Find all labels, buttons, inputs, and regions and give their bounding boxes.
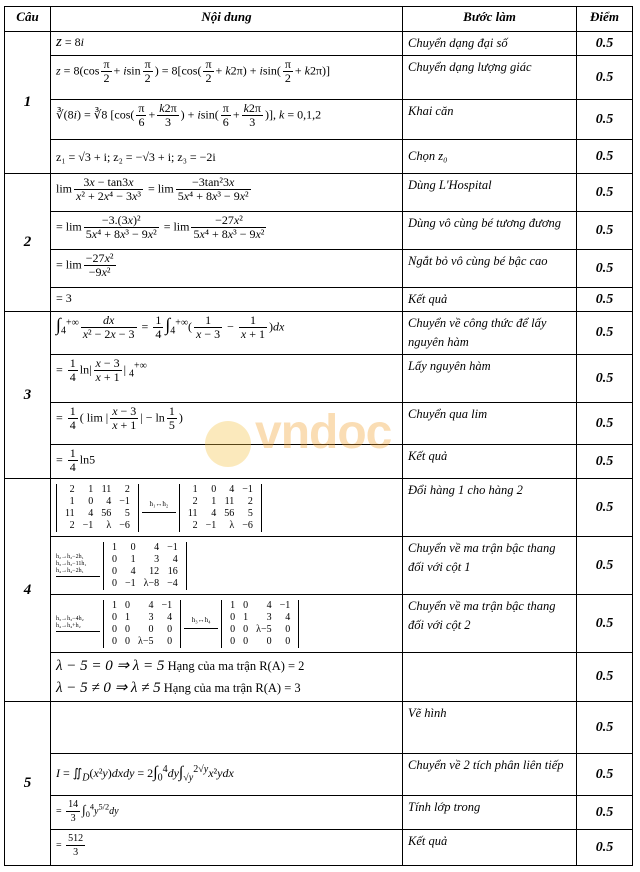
matrix-cell: 0 (125, 623, 130, 635)
matrix-cell: 2 (192, 519, 198, 531)
matrix-cell: 11 (187, 507, 198, 519)
step-cell: Khai căn (403, 100, 577, 140)
matrix-cell: 11 (101, 483, 112, 495)
matrix-cell: 1 (243, 611, 249, 623)
row-operations: h₂→h₂−2h₁ h₃→h₃−11h₁ h₄→h₄−2h₁ (56, 554, 100, 577)
step-cell: Chuyển về ma trận bậc thang đối với cột 1 (403, 537, 577, 595)
matrix-row (108, 624, 176, 636)
step-cell: Chuyển qua lim (403, 403, 577, 445)
matrix-cell: 2 (124, 483, 130, 495)
matrix-cell: 1 (112, 599, 117, 611)
matrix-cell: 1 (112, 541, 117, 553)
points-cell: 0.5 (577, 100, 633, 140)
points-cell: 0.5 (577, 830, 633, 866)
rank-condition: λ − 5 ≠ 0 ⇒ λ ≠ 5 (56, 680, 161, 696)
matrix-cell: 4 (266, 599, 272, 611)
matrix-cell: 1 (69, 495, 75, 507)
matrix-cell: 3 (148, 611, 154, 623)
content-cell: z₁ = √3 + i; z₂ = −√3 + i; z₃ = −2i (51, 140, 403, 174)
matrix-row (184, 496, 257, 508)
table-row (5, 56, 633, 100)
matrix-cell: 1 (230, 599, 236, 611)
matrix-cell: λ (229, 519, 235, 531)
matrix-cell: 0 (112, 577, 117, 589)
points-cell: 0.5 (577, 796, 633, 830)
question-number: 3 (5, 312, 51, 479)
matrix-cell: −4 (167, 577, 178, 589)
matrix-cell: 4 (167, 611, 173, 623)
content-cell: $I = ∬_D(x^2y)dxdy = 2\int_0^4dy\int_{√y}^{2√y}x^2ydx$ (51, 754, 403, 796)
matrix-cell: 11 (65, 507, 75, 519)
points-cell: 0.5 (577, 174, 633, 212)
step-cell: Chuyển dạng đại số (403, 32, 577, 56)
matrix-cell: 1 (211, 495, 217, 507)
matrix-row (61, 484, 134, 496)
step-cell: Ngắt bỏ vô cùng bé bậc cao (403, 250, 577, 288)
watermark-logo (205, 405, 391, 467)
matrix-cell: 5 (124, 507, 130, 519)
question-number: 5 (5, 702, 51, 866)
matrix-cell: −1 (242, 483, 253, 495)
matrix-row (108, 636, 176, 648)
matrix-row (226, 600, 294, 612)
points-cell: 0.5 (577, 140, 633, 174)
table-row (5, 100, 633, 140)
matrix-cell: 0 (211, 483, 217, 495)
table-row (5, 653, 633, 702)
table-row (5, 355, 633, 403)
matrix-cell: 0 (285, 635, 291, 647)
content-cell: = $\frac{512}{3}$ (51, 830, 403, 866)
step-cell: Kết quả (403, 830, 577, 866)
matrix-cell: 2 (69, 483, 75, 495)
matrix-cell: 0 (243, 599, 249, 611)
step-cell: Dùng vô cùng bé tương đương (403, 212, 577, 250)
matrix-cell: 3 (266, 611, 272, 623)
matrix-grid (184, 484, 257, 532)
table-row (5, 250, 633, 288)
matrix-cell: −1 (125, 577, 136, 589)
points-cell: 0.5 (577, 754, 633, 796)
content-cell: $\int_4^{+\infty}$ $\frac{dx}{\text{x² − 2x − 3}}$ = $\frac{1}{4}$ $\int_4^{+\infty}$( $\frac{1}{x - 3}$ − $\frac{1}{x + 1}$ )dx (51, 312, 403, 355)
matrix-cell: 0 (266, 635, 272, 647)
matrix-cell: 4 (211, 507, 217, 519)
table-row (5, 595, 633, 653)
matrix-grid (108, 542, 182, 590)
matrix-cell: 0 (125, 599, 130, 611)
matrix-cell: 0 (167, 623, 173, 635)
matrix-cell: 56 (224, 507, 235, 519)
content-cell (51, 595, 403, 653)
step-cell: Dùng L'Hospital (403, 174, 577, 212)
matrix-row (108, 600, 176, 612)
matrix-cell: −1 (279, 599, 291, 611)
content-cell: = 3 (51, 288, 403, 312)
matrix-cell: 1 (125, 611, 130, 623)
points-cell: 0.5 (577, 250, 633, 288)
matrix-cell: 4 (130, 565, 136, 577)
matrix (56, 484, 139, 532)
matrix-cell: 4 (154, 541, 160, 553)
points-cell: 0.5 (577, 537, 633, 595)
content-cell: = $\frac{14}{3}$ $\int_0^4y^{5/2}dy$ (51, 796, 403, 830)
step-cell: Lấy nguyên hàm (403, 355, 577, 403)
matrix-cell: λ−8 (143, 577, 160, 589)
points-cell: 0.5 (577, 312, 633, 355)
points-cell: 0.5 (577, 56, 633, 100)
matrix-cell: −6 (242, 519, 253, 531)
points-cell: 0.5 (577, 32, 633, 56)
step-cell: Đổi hàng 1 cho hàng 2 (403, 479, 577, 537)
matrix-cell: 3 (154, 553, 160, 565)
matrix-cell: 0 (243, 635, 249, 647)
step-cell (403, 653, 577, 702)
table-row (5, 702, 633, 754)
step-cell: Vẽ hình (403, 702, 577, 754)
header-steps: Bước làm (403, 7, 577, 32)
matrix-row (108, 542, 182, 554)
table-row (5, 140, 633, 174)
step-cell: Chuyển về công thức để lấy nguyên hàm (403, 312, 577, 355)
matrix-cell: 1 (192, 483, 198, 495)
table-row (5, 312, 633, 355)
step-cell: Chuyển về ma trận bậc thang đối với cột 2 (403, 595, 577, 653)
content-cell: z = 8i (51, 32, 403, 56)
matrix-cell: 0 (230, 635, 236, 647)
table-row (5, 174, 633, 212)
content-cell (51, 653, 403, 702)
matrix-grid (108, 600, 176, 648)
rank-condition: λ − 5 = 0 ⇒ λ = 5 (56, 658, 165, 674)
matrix-cell: 4 (88, 507, 94, 519)
row-operation-arrow: h₃↔h₄ (184, 616, 218, 631)
chick-icon (205, 421, 251, 467)
matrix-cell: 1 (130, 553, 136, 565)
matrix-cell: −1 (119, 495, 130, 507)
content-cell (51, 702, 403, 754)
matrix-cell: λ−5 (138, 635, 154, 647)
matrix-cell: 2 (247, 495, 253, 507)
header-row (5, 7, 633, 32)
content-cell (51, 537, 403, 595)
matrix-row (184, 508, 257, 520)
points-cell: 0.5 (577, 702, 633, 754)
matrix-row (184, 520, 257, 532)
points-cell: 0.5 (577, 653, 633, 702)
matrix (179, 484, 262, 532)
matrix (221, 600, 299, 648)
question-number: 2 (5, 174, 51, 312)
content-cell (51, 479, 403, 537)
points-cell: 0.5 (577, 595, 633, 653)
question-number: 1 (5, 32, 51, 174)
header-content: Nội dung (51, 7, 403, 32)
matrix-cell: 2 (69, 519, 75, 531)
matrix-cell: 5 (247, 507, 253, 519)
rank-result: Hạng của ma trận R(A) = 3 (160, 681, 301, 695)
step-cell: Tính lớp trong (403, 796, 577, 830)
matrix-cell: 4 (106, 495, 112, 507)
rank-result: Hạng của ma trận R(A) = 2 (164, 659, 305, 673)
content-cell: = lim $\frac{\text{−27x²}}{\text{−9x²}}$ (51, 250, 403, 288)
matrix-cell: −6 (119, 519, 130, 531)
matrix-cell: 11 (224, 495, 235, 507)
matrix-row (226, 612, 294, 624)
matrix-grid (226, 600, 294, 648)
matrix-cell: 16 (167, 565, 178, 577)
matrix-cell: λ (106, 519, 112, 531)
matrix-row (61, 496, 134, 508)
content-cell: z = 8(cos $\frac{\pi}{2}$ + isin $\frac{\pi}{2}$ ) = 8[cos( $\frac{\pi}{2}$ + k2π) + isin( $\frac{\pi}{2}$ + k2π)] (51, 56, 403, 100)
matrix-cell: 0 (167, 635, 173, 647)
matrix-cell: −1 (205, 519, 217, 531)
header-question: Câu (5, 7, 51, 32)
matrix-cell: 56 (101, 507, 112, 519)
watermark-text: vndoc (255, 406, 392, 459)
matrix-cell: 0 (243, 623, 249, 635)
matrix-row (61, 508, 134, 520)
matrix-cell: −1 (161, 599, 173, 611)
matrix-cell: 4 (229, 483, 235, 495)
step-cell: Chọn z₀ (403, 140, 577, 174)
matrix (103, 542, 187, 590)
table-row (5, 32, 633, 56)
matrix-cell: 0 (112, 553, 117, 565)
matrix-cell: 0 (112, 635, 117, 647)
content-cell: lim $\frac{3x - \tan 3x}{\text{x² + 2x⁴ − 3x³}}$ = lim $\frac{\text{−3tan²3x}}{\text{5x⁴ + 8x³ − 9x²}}$ (51, 174, 403, 212)
matrix-row (184, 484, 257, 496)
points-cell: 0.5 (577, 355, 633, 403)
points-cell: 0.5 (577, 403, 633, 445)
matrix-grid (61, 484, 134, 532)
content-cell: = $\frac{1}{4}$ ln5 (51, 445, 403, 479)
matrix-cell: 2 (192, 495, 198, 507)
content-cell: = $\frac{1}{4}$ ( lim | $\frac{x - 3}{x + 1}$ | − ln $\frac{1}{5}$ ) (51, 403, 403, 445)
question-number: 4 (5, 479, 51, 702)
points-cell: 0.5 (577, 445, 633, 479)
points-cell: 0.5 (577, 212, 633, 250)
matrix-cell: −1 (82, 519, 94, 531)
matrix-row (108, 554, 182, 566)
matrix-cell: 12 (149, 565, 160, 577)
header-points: Điểm (577, 7, 633, 32)
matrix-cell: 0 (112, 611, 117, 623)
points-cell: 0.5 (577, 288, 633, 312)
step-cell: Chuyển về 2 tích phân liên tiếp (403, 754, 577, 796)
matrix-row (108, 566, 182, 578)
row-operations: h₃→h₃−4h₂ h₄→h₄+h₂ (56, 616, 100, 632)
content-cell: = lim $\frac{\text{−3.(3x)²}}{\text{5x⁴ + 8x³ − 9x²}}$ = lim $\frac{\text{−27x²}}{\text{5x⁴ + 8x³ − 9x²}}$ (51, 212, 403, 250)
matrix (103, 600, 181, 648)
content-cell: ∛(8i) = ∛8 [cos( $\frac{\pi}{6}$ + $\frac{k2\pi}{3}$ ) + isin( $\frac{\pi}{6}$ + $\frac{k2\pi}{3}$ )], k = 0,1,2 (51, 100, 403, 140)
matrix-cell: −1 (167, 541, 178, 553)
step-cell: Kết quả (403, 445, 577, 479)
matrix-cell: 4 (172, 553, 178, 565)
matrix-cell: 0 (148, 623, 154, 635)
table-row (5, 288, 633, 312)
table-row (5, 537, 633, 595)
matrix-cell: 0 (285, 623, 291, 635)
matrix-cell: 1 (88, 483, 94, 495)
matrix-cell: 0 (112, 565, 117, 577)
matrix-row (108, 612, 176, 624)
table-row (5, 830, 633, 866)
matrix-cell: 0 (88, 495, 94, 507)
matrix-cell: λ−5 (256, 623, 272, 635)
table-row (5, 796, 633, 830)
matrix-cell: 4 (285, 611, 291, 623)
content-cell: = $\frac{1}{4}$ ln| $\frac{x - 3}{x + 1}$ | $_4$+∞ (51, 355, 403, 403)
matrix-cell: 4 (148, 599, 154, 611)
matrix-row (226, 624, 294, 636)
matrix-cell: 0 (112, 623, 117, 635)
matrix-cell: 0 (125, 635, 130, 647)
matrix-cell: 0 (230, 623, 236, 635)
table-row (5, 479, 633, 537)
table-row (5, 212, 633, 250)
matrix-row (61, 520, 134, 532)
row-operation-arrow: h₁↔h₂ (142, 500, 176, 515)
table-row (5, 754, 633, 796)
matrix-row (226, 636, 294, 648)
matrix-cell: 0 (130, 541, 136, 553)
points-cell: 0.5 (577, 479, 633, 537)
matrix-cell: 0 (230, 611, 236, 623)
matrix-row (108, 578, 182, 590)
step-cell: Kết quả (403, 288, 577, 312)
step-cell: Chuyển dạng lượng giác (403, 56, 577, 100)
